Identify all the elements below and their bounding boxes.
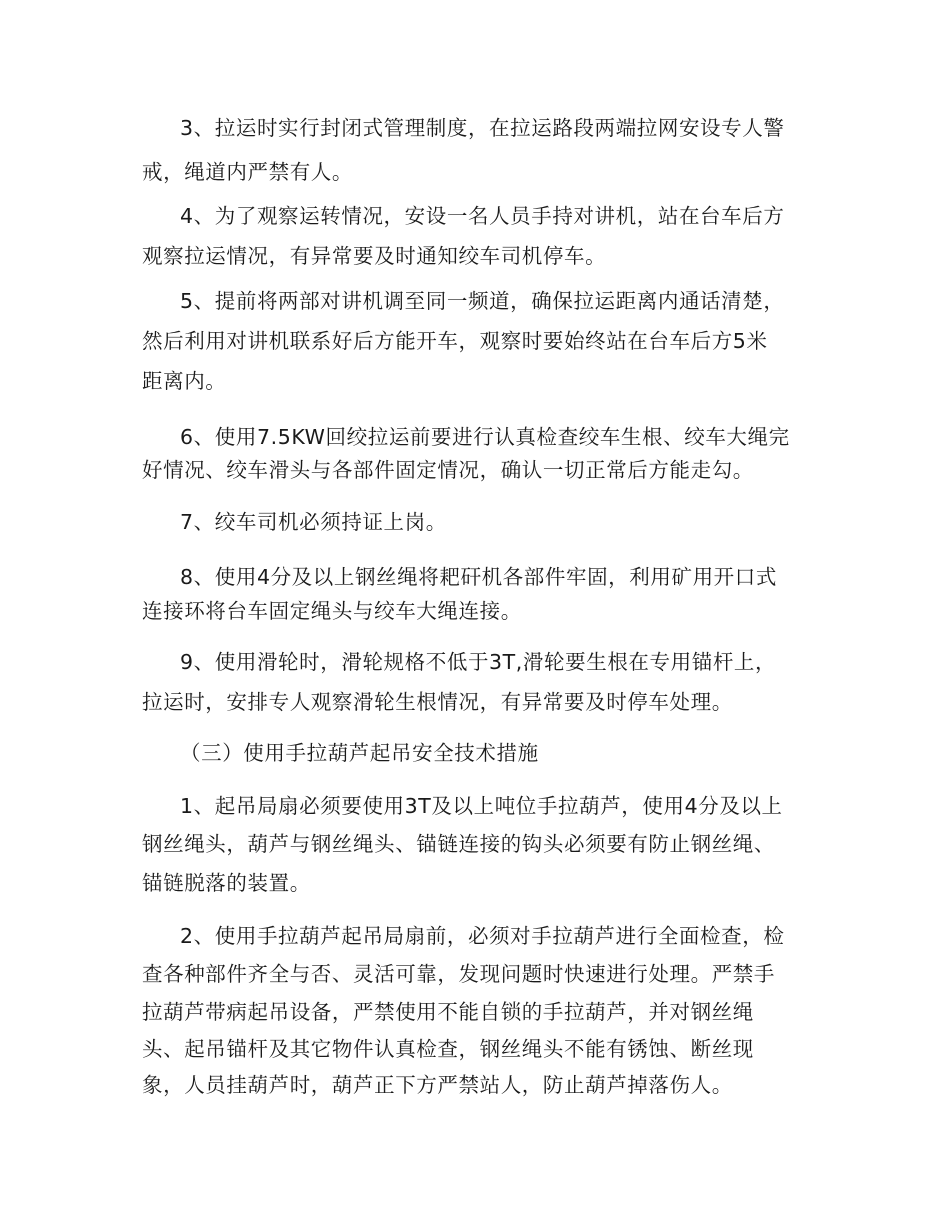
- paragraph-8-line-1: 8、使用4分及以上钢丝绳将耙矸机各部件牢固，利用矿用开口式: [180, 565, 777, 589]
- paragraph-5-line-1: 5、提前将两部对讲机调至同一频道，确保拉运距离内通话清楚，: [180, 289, 785, 313]
- section-paragraph-2-line-2: 查各种部件齐全与否、灵活可靠，发现问题时快速进行处理。严禁手: [142, 962, 775, 986]
- section-heading: （三）使用手拉葫芦起吊安全技术措施: [180, 741, 539, 765]
- paragraph-7-line-1: 7、绞车司机必须持证上岗。: [180, 510, 447, 534]
- section-paragraph-2-line-1: 2、使用手拉葫芦起吊局扇前，必须对手拉葫芦进行全面检查，检: [180, 924, 785, 948]
- section-paragraph-1-line-3: 锚链脱落的装置。: [142, 871, 311, 895]
- section-paragraph-1-line-1: 1、起吊局扇必须要使用3T及以上吨位手拉葫芦，使用4分及以上: [180, 794, 783, 818]
- paragraph-9-line-1: 9、使用滑轮时，滑轮规格不低于3T,滑轮要生根在专用锚杆上，: [180, 650, 777, 674]
- paragraph-4-line-1: 4、为了观察运转情况，安设一名人员手持对讲机，站在台车后方: [180, 204, 785, 228]
- section-paragraph-1-line-2: 钢丝绳头，葫芦与钢丝绳头、锚链连接的钩头必须要有防止钢丝绳、: [142, 832, 775, 856]
- section-paragraph-2-line-4: 头、起吊锚杆及其它物件认真检查，钢丝绳头不能有锈蚀、断丝现: [142, 1037, 754, 1061]
- paragraph-9-line-2: 拉运时，安排专人观察滑轮生根情况，有异常要及时停车处理。: [142, 690, 733, 714]
- paragraph-4-line-2: 观察拉运情况，有异常要及时通知绞车司机停车。: [142, 244, 607, 268]
- paragraph-3-line-2: 戒，绳道内严禁有人。: [142, 160, 353, 184]
- paragraph-8-line-2: 连接环将台车固定绳头与绞车大绳连接。: [142, 599, 522, 623]
- paragraph-5-line-2: 然后利用对讲机联系好后方能开车，观察时要始终站在台车后方5米: [142, 329, 768, 353]
- paragraph-3-line-1: 3、拉运时实行封闭式管理制度，在拉运路段两端拉网安设专人警: [180, 116, 785, 140]
- paragraph-5-line-3: 距离内。: [142, 369, 227, 393]
- paragraph-6-line-2: 好情况、绞车滑头与各部件固定情况，确认一切正常后方能走勾。: [142, 458, 754, 482]
- section-paragraph-2-line-3: 拉葫芦带病起吊设备，严禁使用不能自锁的手拉葫芦，并对钢丝绳: [142, 1000, 754, 1024]
- paragraph-6-line-1: 6、使用7.5KW回绞拉运前要进行认真检查绞车生根、绞车大绳完: [180, 425, 790, 449]
- section-paragraph-2-line-5: 象，人员挂葫芦时，葫芦正下方严禁站人，防止葫芦掉落伤人。: [142, 1073, 733, 1097]
